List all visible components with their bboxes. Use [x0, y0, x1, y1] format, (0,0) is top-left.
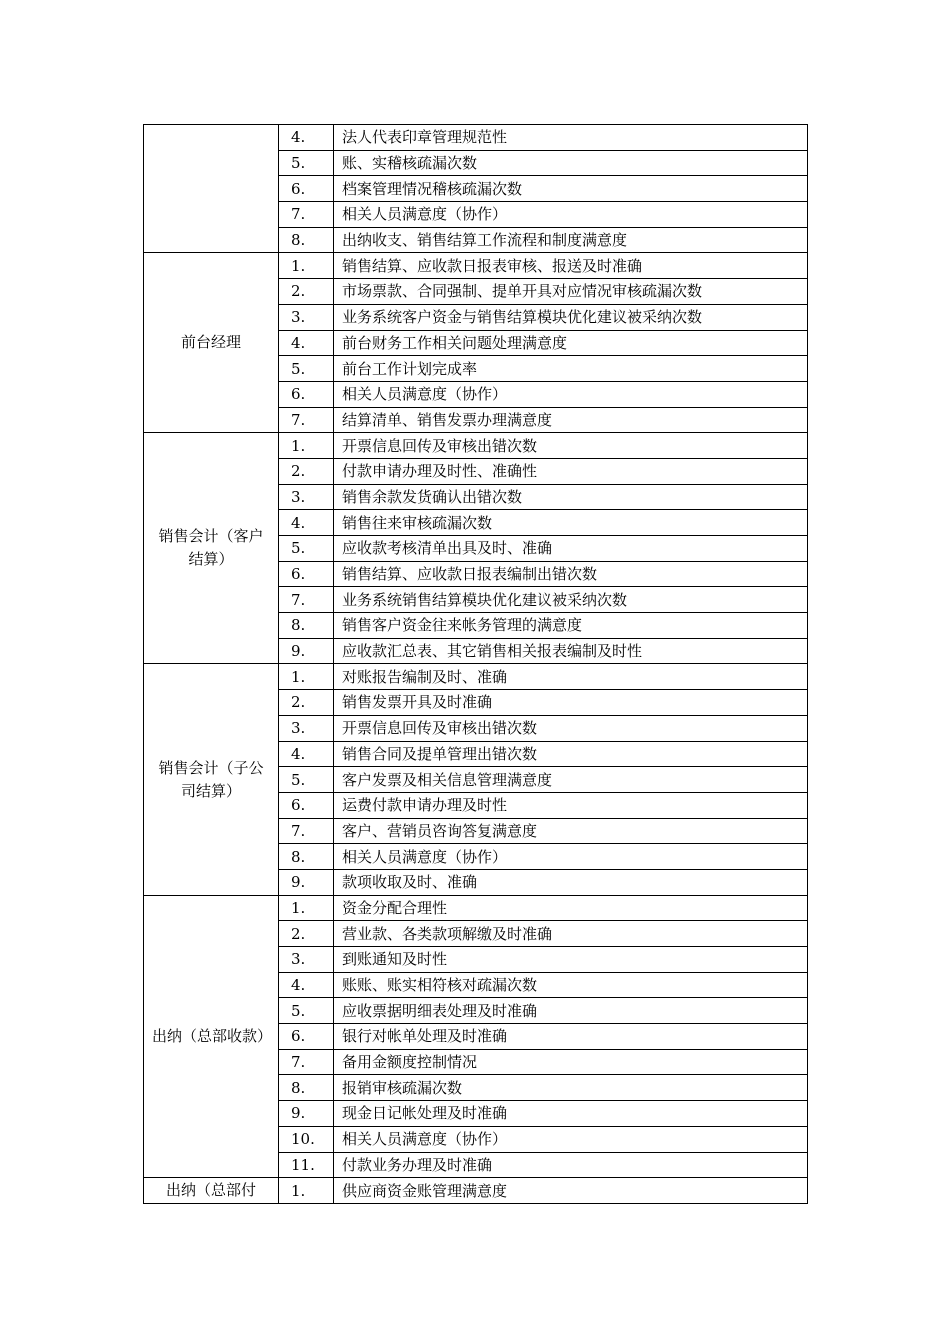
item-description: 备用金额度控制情况: [334, 1049, 808, 1075]
item-number: 9.: [279, 869, 334, 895]
item-number: 8.: [279, 227, 334, 253]
item-number: 4.: [279, 510, 334, 536]
item-number: 6.: [279, 176, 334, 202]
item-number: 4.: [279, 330, 334, 356]
item-number: 8.: [279, 613, 334, 639]
item-description: 现金日记帐处理及时准确: [334, 1101, 808, 1127]
item-number: 1.: [279, 1178, 334, 1204]
item-number: 1.: [279, 895, 334, 921]
item-description: 市场票款、合同强制、提单开具对应情况审核疏漏次数: [334, 279, 808, 305]
item-number: 3.: [279, 947, 334, 973]
item-description: 客户发票及相关信息管理满意度: [334, 767, 808, 793]
item-number: 7.: [279, 202, 334, 228]
item-description: 相关人员满意度（协作）: [334, 202, 808, 228]
item-description: 资金分配合理性: [334, 895, 808, 921]
table-row: [144, 125, 808, 151]
item-description: 运费付款申请办理及时性: [334, 792, 808, 818]
item-description: 相关人员满意度（协作）: [334, 844, 808, 870]
item-number: 1.: [279, 664, 334, 690]
item-description: 应收款考核清单出具及时、准确: [334, 536, 808, 562]
item-number: 6.: [279, 792, 334, 818]
item-description: 账账、账实相符核对疏漏次数: [334, 972, 808, 998]
item-number: 2.: [279, 458, 334, 484]
item-number: 5.: [279, 767, 334, 793]
item-number: 3.: [279, 484, 334, 510]
item-description: 付款业务办理及时准确: [334, 1152, 808, 1178]
role-cell: 出纳（总部收款）: [144, 895, 279, 1178]
item-description: 销售客户资金往来帐务管理的满意度: [334, 613, 808, 639]
item-description: 到账通知及时性: [334, 947, 808, 973]
item-number: 1.: [279, 253, 334, 279]
role-cell: 销售会计（子公司结算）: [144, 664, 279, 895]
table-row: [144, 895, 808, 921]
item-description: 销售发票开具及时准确: [334, 690, 808, 716]
item-description: 销售结算、应收款日报表编制出错次数: [334, 561, 808, 587]
item-number: 7.: [279, 818, 334, 844]
item-description: 前台财务工作相关问题处理满意度: [334, 330, 808, 356]
item-number: 7.: [279, 407, 334, 433]
item-number: 4.: [279, 741, 334, 767]
item-description: 法人代表印章管理规范性: [334, 125, 808, 151]
item-description: 销售合同及提单管理出错次数: [334, 741, 808, 767]
table-row: [144, 1178, 808, 1204]
item-number: 9.: [279, 1101, 334, 1127]
role-cell: 前台经理: [144, 253, 279, 433]
item-number: 6.: [279, 381, 334, 407]
item-description: 业务系统销售结算模块优化建议被采纳次数: [334, 587, 808, 613]
item-number: 2.: [279, 279, 334, 305]
item-description: 结算清单、销售发票办理满意度: [334, 407, 808, 433]
item-description: 报销审核疏漏次数: [334, 1075, 808, 1101]
item-description: 销售余款发货确认出错次数: [334, 484, 808, 510]
item-number: 10.: [279, 1126, 334, 1152]
item-description: 供应商资金账管理满意度: [334, 1178, 808, 1204]
item-number: 3.: [279, 304, 334, 330]
item-description: 出纳收支、销售结算工作流程和制度满意度: [334, 227, 808, 253]
item-description: 客户、营销员咨询答复满意度: [334, 818, 808, 844]
item-description: 开票信息回传及审核出错次数: [334, 715, 808, 741]
item-number: 4.: [279, 972, 334, 998]
item-number: 11.: [279, 1152, 334, 1178]
item-number: 8.: [279, 844, 334, 870]
item-description: 应收票据明细表处理及时准确: [334, 998, 808, 1024]
item-description: 业务系统客户资金与销售结算模块优化建议被采纳次数: [334, 304, 808, 330]
item-description: 前台工作计划完成率: [334, 356, 808, 382]
item-number: 5.: [279, 536, 334, 562]
item-number: 2.: [279, 921, 334, 947]
item-number: 7.: [279, 587, 334, 613]
item-number: 6.: [279, 561, 334, 587]
item-number: 5.: [279, 356, 334, 382]
item-number: 9.: [279, 638, 334, 664]
item-number: 3.: [279, 715, 334, 741]
item-number: 6.: [279, 1024, 334, 1050]
item-number: 5.: [279, 150, 334, 176]
item-number: 5.: [279, 998, 334, 1024]
kpi-table-body: [144, 125, 808, 1204]
item-number: 1.: [279, 433, 334, 459]
item-description: 销售往来审核疏漏次数: [334, 510, 808, 536]
item-description: 相关人员满意度（协作）: [334, 1126, 808, 1152]
role-cell: [144, 125, 279, 253]
item-description: 营业款、各类款项解缴及时准确: [334, 921, 808, 947]
item-number: 7.: [279, 1049, 334, 1075]
table-row: [144, 664, 808, 690]
kpi-table: [143, 124, 808, 1204]
item-description: 相关人员满意度（协作）: [334, 381, 808, 407]
item-description: 银行对帐单处理及时准确: [334, 1024, 808, 1050]
role-cell: 出纳（总部付: [144, 1178, 279, 1204]
item-number: 4.: [279, 125, 334, 151]
item-description: 付款申请办理及时性、准确性: [334, 458, 808, 484]
item-description: 档案管理情况稽核疏漏次数: [334, 176, 808, 202]
item-description: 开票信息回传及审核出错次数: [334, 433, 808, 459]
item-number: 8.: [279, 1075, 334, 1101]
item-description: 对账报告编制及时、准确: [334, 664, 808, 690]
item-number: 2.: [279, 690, 334, 716]
item-description: 款项收取及时、准确: [334, 869, 808, 895]
item-description: 账、实稽核疏漏次数: [334, 150, 808, 176]
item-description: 应收款汇总表、其它销售相关报表编制及时性: [334, 638, 808, 664]
table-row: [144, 433, 808, 459]
item-description: 销售结算、应收款日报表审核、报送及时准确: [334, 253, 808, 279]
table-row: [144, 253, 808, 279]
role-cell: 销售会计（客户结算）: [144, 433, 279, 664]
